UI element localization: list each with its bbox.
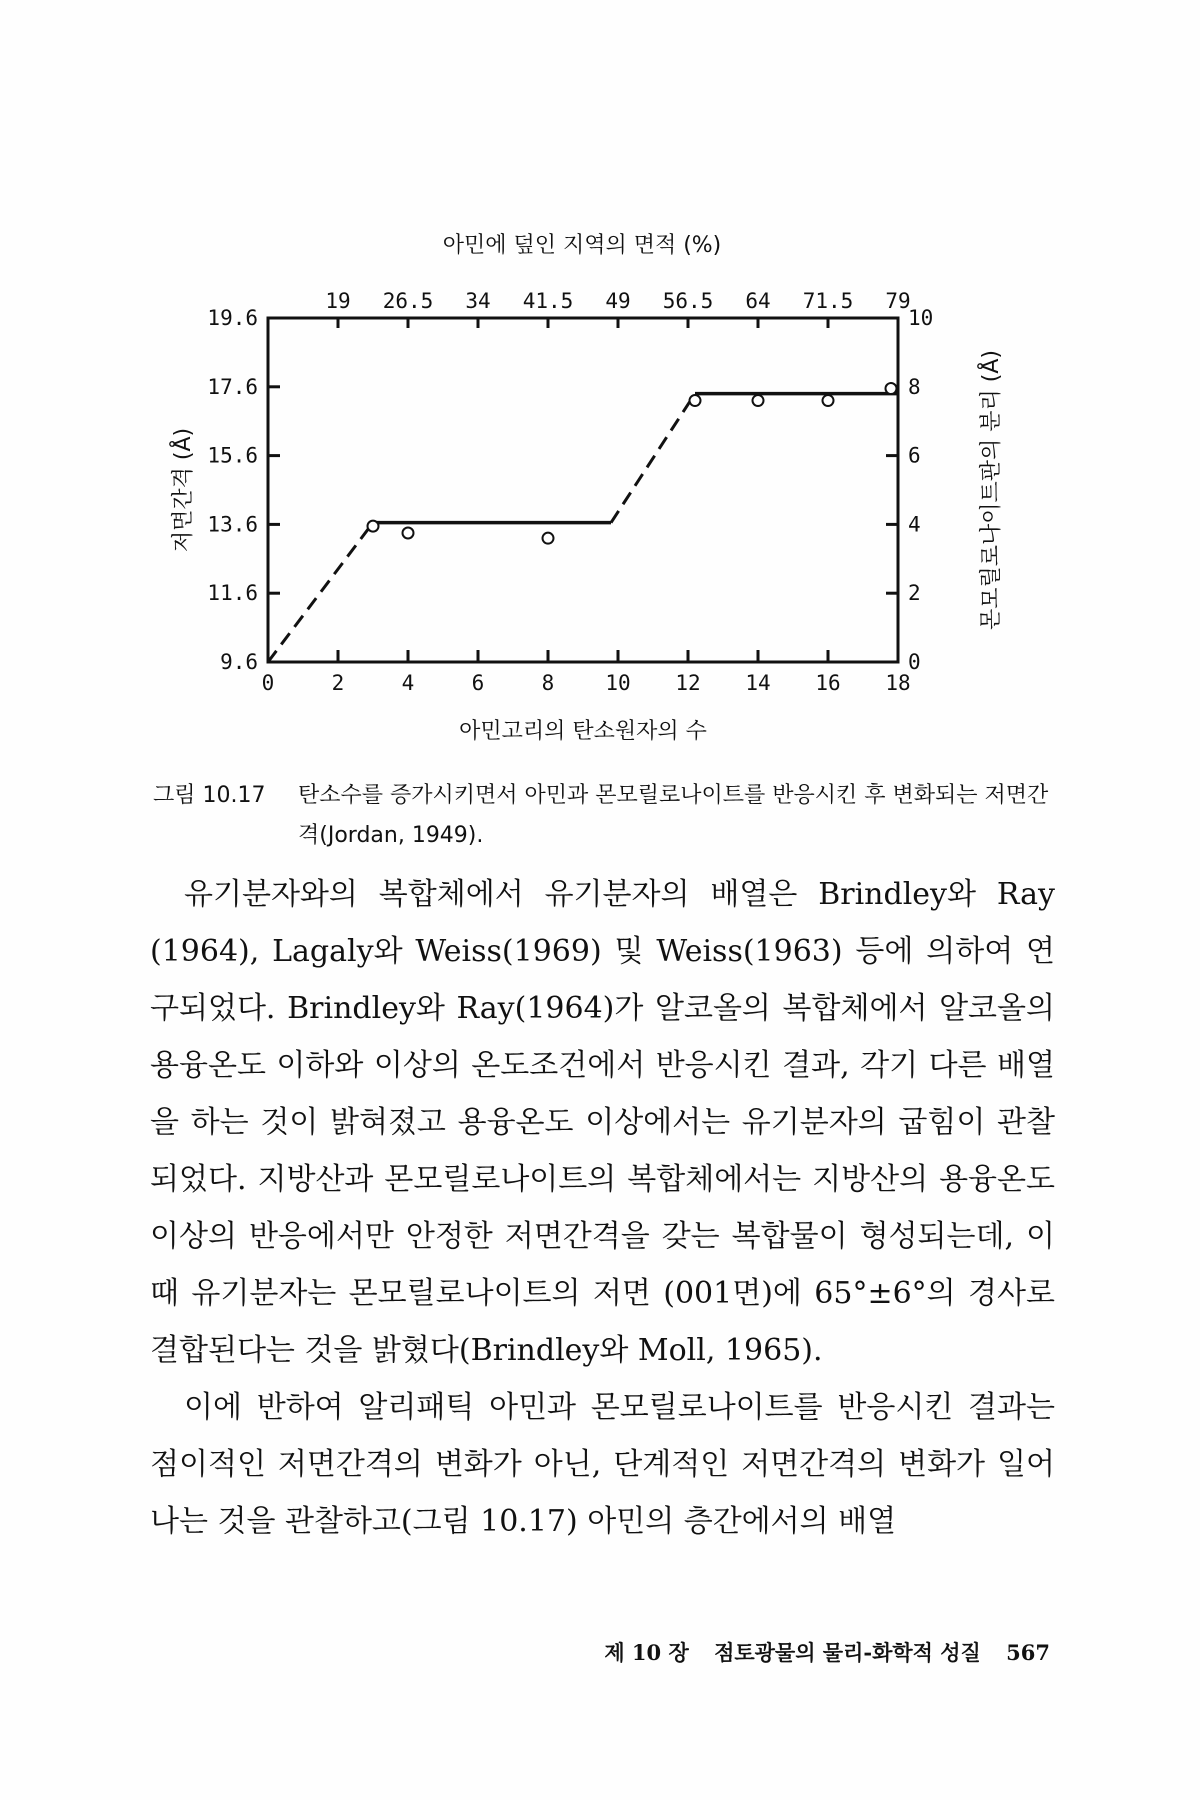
- top-tick-label: 64: [745, 289, 771, 313]
- top-tick-label: 41.5: [522, 289, 574, 313]
- page-number: 567: [1006, 1640, 1050, 1665]
- y2-tick-label: 6: [908, 443, 921, 468]
- top-tick-label: 56.5: [662, 289, 714, 313]
- x-axis-label: 아민고리의 탄소원자의 수: [459, 719, 707, 744]
- paragraph-2: 이에 반하여 알리패틱 아민과 몬모릴로나이트를 반응시킨 결과는 점이적인 저면간격의 변화가 아닌, 단계적인 저면간격의 변화가 일어나는 것을 관찰하고(그림 10.17) 아민의 층간에서의 배열: [150, 1390, 1055, 1539]
- y-tick-label: 17.6: [207, 374, 258, 399]
- y2-axis-label: 몬모릴로나이트판의 분리 (Å): [979, 350, 1004, 630]
- top-tick-label: 71.5: [802, 289, 854, 313]
- y-tick-label: 19.6: [207, 306, 258, 330]
- x-tick-label: 10: [605, 671, 631, 695]
- caption-label: 그림 10.17: [153, 783, 266, 808]
- data-point: [368, 521, 379, 532]
- basal-spacing-chart: [0, 0, 1200, 760]
- x-tick-label: 8: [541, 671, 555, 695]
- x-tick-label: 2: [331, 671, 345, 695]
- y2-tick-label: 4: [908, 512, 921, 537]
- caption-text: 탄소수를 증가시키면서 아민과 몬모릴로나이트를 반응시킨 후 변화되는 저면간격(Jordan, 1949).: [298, 783, 1049, 848]
- plot-frame: [268, 318, 898, 662]
- x-tick-label: 0: [261, 671, 275, 695]
- trend-line-dashed: [611, 394, 695, 523]
- trend-line-dashed: [268, 523, 373, 662]
- y2-tick-label: 0: [908, 650, 921, 674]
- x-tick-label: 12: [675, 671, 701, 695]
- y-tick-label: 15.6: [207, 443, 258, 468]
- y-axis-label: 저면간격 (Å): [171, 427, 196, 553]
- x-tick-label: 18: [885, 671, 911, 695]
- data-point: [690, 395, 701, 406]
- top-tick-label: 34: [465, 289, 491, 313]
- y-tick-label: 11.6: [207, 581, 258, 606]
- footer-title: 점토광물의 물리-화학적 성질: [714, 1640, 981, 1665]
- chart-title: 아민에 덮인 지역의 면적 (%): [442, 233, 722, 258]
- top-tick-label: 49: [605, 289, 631, 313]
- top-tick-label: 19: [325, 289, 351, 313]
- top-tick-label: 79: [885, 289, 911, 313]
- data-point: [753, 395, 764, 406]
- y-tick-label: 13.6: [207, 512, 258, 537]
- y2-tick-label: 2: [908, 581, 921, 606]
- paragraph-1: 유기분자와의 복합체에서 유기분자의 배열은 Brindley와 Ray (1964), Lagaly와 Weiss(1969) 및 Weiss(1963) 등에 의하여 연구되었다. Brindley와 Ray(1964)가 알코올의 복합체에서 알코올의 용융온도 이하와 이상의 온도조건에서 반응시킨 결과, 각기 다른 배열을 하는 것이 밝혀졌고 용융온도 이상에서는 유기분자의 굽힘이 관찰되었다. 지방산과 몬모릴로나이트의 복합체에서는 지방산의 용융온도 이상의 반응에서만 안정한 저면간격을 갖는 복합물이 형성되는데, 이 때 유기분자는 몬모릴로나이트의 저면 (001면)에 65°±6°의 경사로 결합된다는 것을 밝혔다(Brindley와 Moll, 1965).: [150, 877, 1055, 1368]
- x-tick-label: 6: [471, 671, 485, 695]
- body-text: [150, 866, 1055, 1550]
- y2-tick-label: 10: [908, 306, 934, 330]
- y2-tick-label: 8: [908, 374, 921, 399]
- footer-chapter: 제 10 장: [604, 1640, 689, 1665]
- x-tick-label: 16: [815, 671, 841, 695]
- y-tick-label: 9.6: [220, 650, 258, 674]
- data-point: [543, 533, 554, 544]
- page-footer: [586, 1637, 1050, 1667]
- x-tick-label: 14: [745, 671, 771, 695]
- data-point: [403, 528, 414, 539]
- data-point: [823, 395, 834, 406]
- x-tick-label: 4: [401, 671, 415, 695]
- top-tick-label: 26.5: [382, 289, 434, 313]
- data-point: [886, 383, 897, 394]
